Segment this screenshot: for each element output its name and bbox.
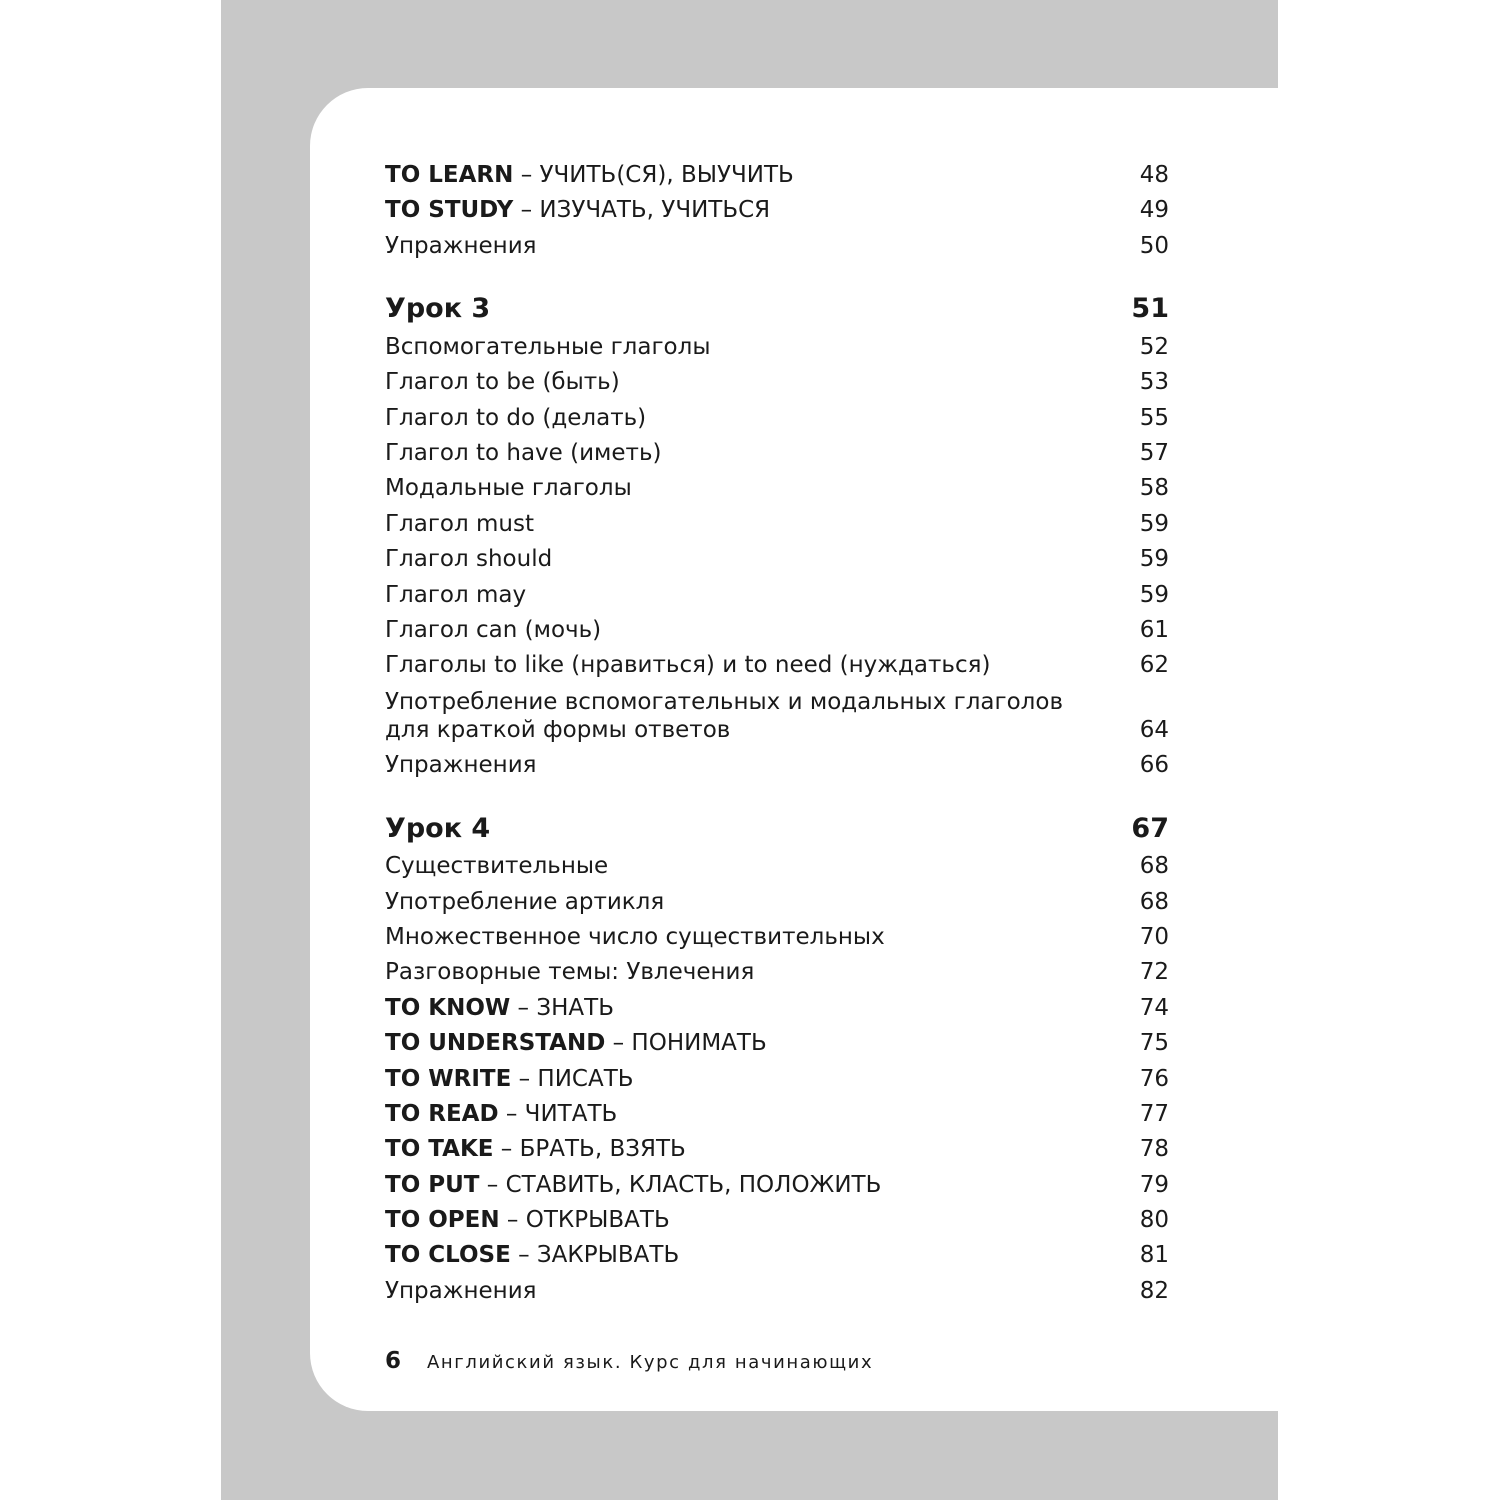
toc-entry-title: Глагол should xyxy=(385,546,553,572)
toc-entry xyxy=(385,367,1169,397)
toc-entry xyxy=(385,473,1169,503)
toc-page-number: 76 xyxy=(1139,1066,1169,1092)
toc-translation: – СТАВИТЬ, КЛАСТЬ, ПОЛОЖИТЬ xyxy=(479,1172,882,1198)
toc-entry-multiline xyxy=(385,684,1169,744)
toc-page-number: 58 xyxy=(1139,475,1169,501)
toc-entry-title: Упражнения xyxy=(385,233,537,259)
toc-entry-exercises xyxy=(385,750,1169,780)
toc-page-number: 59 xyxy=(1139,546,1169,572)
toc-keyword: TO KNOW xyxy=(385,995,511,1021)
toc-entry-title: Глагол may xyxy=(385,582,527,608)
toc-entry-title: Употребление вспомогательных и модальных глаголов для краткой формы ответов xyxy=(385,689,1064,743)
toc-entry-title: Глагол must xyxy=(385,511,534,537)
toc-entry xyxy=(385,580,1169,610)
toc-keyword: TO CLOSE xyxy=(385,1242,511,1268)
toc-entry-title: Упражнения xyxy=(385,752,537,778)
lesson-title: Урок 3 xyxy=(385,293,491,324)
toc-page-number: 75 xyxy=(1139,1030,1169,1056)
toc-entry-exercises xyxy=(385,231,1169,261)
toc-translation: – ЗАКРЫВАТЬ xyxy=(510,1242,680,1268)
toc-entry xyxy=(385,509,1169,539)
toc-page-number: 74 xyxy=(1139,995,1169,1021)
toc-page-number: 79 xyxy=(1139,1172,1169,1198)
toc-page-number: 59 xyxy=(1139,511,1169,537)
toc-entry-title: Существительные xyxy=(385,853,609,879)
toc-entry-to-put xyxy=(385,1170,1169,1200)
toc-entry xyxy=(385,615,1169,645)
toc-translation: – ОТКРЫВАТЬ xyxy=(499,1207,670,1233)
toc-entry-to-understand xyxy=(385,1028,1169,1058)
lesson-page-number: 67 xyxy=(1131,813,1169,844)
toc-entry xyxy=(385,544,1169,574)
toc-page-number: 68 xyxy=(1139,853,1169,879)
toc-page-number: 52 xyxy=(1139,334,1169,360)
lesson-page-number: 51 xyxy=(1131,293,1169,324)
toc-entry-title: Глагол to have (иметь) xyxy=(385,440,662,466)
toc-entry xyxy=(385,403,1169,433)
toc-entry-title: Глагол to be (быть) xyxy=(385,369,620,395)
toc-entry xyxy=(385,887,1169,917)
toc-keyword: TO LEARN xyxy=(385,162,514,188)
toc-keyword: TO PUT xyxy=(385,1172,480,1198)
toc-page-number: 49 xyxy=(1139,197,1169,223)
toc-entry xyxy=(385,650,1169,680)
toc-page-number: 55 xyxy=(1139,405,1169,431)
toc-page-number: 81 xyxy=(1139,1242,1169,1268)
toc-keyword: TO OPEN xyxy=(385,1207,500,1233)
toc-entry-title: Употребление артикля xyxy=(385,889,665,915)
toc-entry-to-write xyxy=(385,1064,1169,1094)
toc-translation: – ИЗУЧАТЬ, УЧИТЬСЯ xyxy=(513,197,771,223)
toc-page-number: 72 xyxy=(1139,959,1169,985)
toc-entry-to-study xyxy=(385,195,1169,225)
toc-page-number: 50 xyxy=(1139,233,1169,259)
toc-translation: – ПОНИМАТЬ xyxy=(605,1030,767,1056)
toc-entry-title: Множественное число существительных xyxy=(385,924,885,950)
toc-page-number: 48 xyxy=(1139,162,1169,188)
toc-entry-title: Модальные глаголы xyxy=(385,475,632,501)
toc-entry xyxy=(385,332,1169,362)
toc-page-number: 61 xyxy=(1139,617,1169,643)
toc-keyword: TO UNDERSTAND xyxy=(385,1030,606,1056)
toc-entry-title: Вспомогательные глаголы xyxy=(385,334,711,360)
toc-entry-to-open xyxy=(385,1205,1169,1235)
toc-entry xyxy=(385,851,1169,881)
toc-page-number: 53 xyxy=(1139,369,1169,395)
toc-entry xyxy=(385,438,1169,468)
toc-entry-to-close xyxy=(385,1240,1169,1270)
toc-lesson-heading xyxy=(385,812,1169,846)
toc-entry-to-take xyxy=(385,1134,1169,1164)
toc-keyword: TO STUDY xyxy=(385,197,514,223)
toc-page-number: 62 xyxy=(1139,652,1169,678)
toc-keyword: TO WRITE xyxy=(385,1066,512,1092)
toc-page-number: 82 xyxy=(1139,1278,1169,1304)
toc-page-number: 59 xyxy=(1139,582,1169,608)
toc-entry-to-learn xyxy=(385,160,1169,190)
toc-translation: – ЗНАТЬ xyxy=(510,995,614,1021)
footer-page-number: 6 xyxy=(385,1348,402,1374)
toc-page-number: 57 xyxy=(1139,440,1169,466)
toc-entry-exercises xyxy=(385,1276,1169,1306)
toc-page-number: 77 xyxy=(1139,1101,1169,1127)
toc-entry xyxy=(385,957,1169,987)
toc-translation: – УЧИТЬ(СЯ), ВЫУЧИТЬ xyxy=(513,162,794,188)
toc-translation: – ЧИТАТЬ xyxy=(498,1101,618,1127)
toc-page-number: 66 xyxy=(1139,752,1169,778)
toc-entry xyxy=(385,922,1169,952)
toc-entry-to-know xyxy=(385,993,1169,1023)
toc-keyword: TO READ xyxy=(385,1101,499,1127)
toc-page-number: 70 xyxy=(1139,924,1169,950)
toc-translation: – ПИСАТЬ xyxy=(511,1066,634,1092)
toc-entry-to-read xyxy=(385,1099,1169,1129)
page-footer xyxy=(385,1348,873,1374)
toc-page-number: 64 xyxy=(1139,717,1169,743)
toc-entry-title: Глагол to do (делать) xyxy=(385,405,647,431)
toc-entry-title: Упражнения xyxy=(385,1278,537,1304)
toc-page-number: 68 xyxy=(1139,889,1169,915)
footer-book-title: Английский язык. Курс для начинающих xyxy=(427,1352,874,1373)
toc-entry-title: Разговорные темы: Увлечения xyxy=(385,959,755,985)
toc-page-number: 80 xyxy=(1139,1207,1169,1233)
toc-lesson-heading xyxy=(385,292,1169,326)
toc-translation: – БРАТЬ, ВЗЯТЬ xyxy=(493,1136,686,1162)
toc-keyword: TO TAKE xyxy=(385,1136,494,1162)
lesson-title: Урок 4 xyxy=(385,813,491,844)
toc-page-number: 78 xyxy=(1139,1136,1169,1162)
toc-entry-title: Глагол can (мочь) xyxy=(385,617,602,643)
toc-entry-title: Глаголы to like (нравиться) и to need (нуждаться) xyxy=(385,652,991,678)
